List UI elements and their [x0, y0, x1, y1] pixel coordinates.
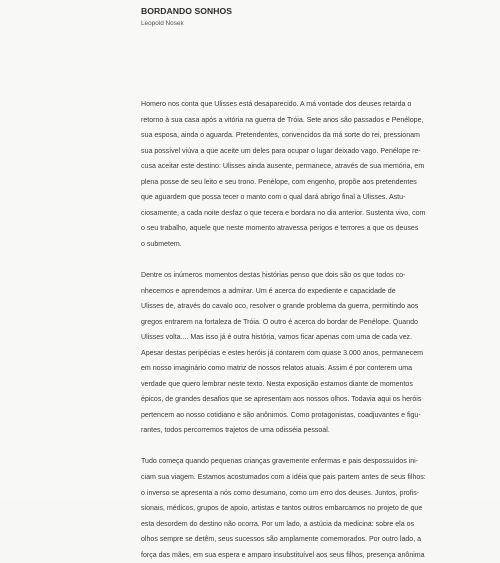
- text-line: gregos entrarem na fortaleza de Tróia. O outro é acerca do bordar de Penélope. Quando: [141, 318, 418, 326]
- text-line: Homero nos conta que Ulisses está desaparecido. A má vontade dos deuses retarda o: [141, 101, 412, 108]
- text-line: Ulisses volta.... Mas isso já é outra história, vamos ficar apenas com uma de cada vez.: [141, 334, 413, 342]
- text-line: retorno à sua casa após a vitória na guerra de Tróia. Sete anos são passados e Penélope,: [141, 116, 424, 124]
- text-line: que aguardem que possa tecer o manto com o qual dará abrigo final a Ulisses. Astu-: [141, 194, 406, 202]
- text-line: Apesar destas peripécias e estes heróis já contarem com quase 3.000 anos, permanecem: [141, 349, 424, 357]
- text-line: rantes, todos percorremos trajetos de uma odisséia pessoal.: [141, 427, 330, 435]
- paragraph-2: [141, 268, 480, 439]
- text-line: o submetem.: [141, 240, 182, 248]
- text-line: Ulisses de, através do cavalo oco, resolver o grande problema da guerra, permitindo aos: [141, 303, 419, 311]
- paragraph-spacer: [141, 439, 480, 455]
- paragraph-spacer: [141, 252, 480, 268]
- text-line: o seu trabalho, aquele que neste momento atravessa perigos e terrores a que os deuses: [141, 225, 419, 233]
- text-line: ciosamente, a cada noite desfaz o que tecera e bordara no dia anterior. Sustenta vivo, com: [141, 209, 426, 217]
- text-line: plena posse de seu leito e seu trono. Penélope, com engenho, propõe aos pretendentes: [141, 178, 417, 186]
- text-line: nhecemos e aprendemos a admirar. Um é acerca do expediente e capacidade de: [141, 287, 396, 295]
- paragraph-1: [141, 97, 480, 252]
- text-line: Dentre os inúmeros momentos destas histórias penso que dois são os que todos co-: [141, 271, 406, 279]
- text-line: sionais, médicos, grupos de apoio, artistas e tantos outros embarcamos no projeto de que: [141, 505, 423, 513]
- paragraph-3: [141, 454, 480, 563]
- text-line: sua possível viúva a que aceite um deles para ocupar o lugar deixado vago. Penélope re-: [141, 147, 421, 155]
- article-header: [141, 6, 461, 29]
- text-line: verdade que quero lembrar neste texto. Nesta exposição estamos diante de momentos: [141, 380, 413, 388]
- text-line: olhos sempre se detêm, seus sucessos são amplamente comemorados. Por outro lado, a: [141, 536, 422, 544]
- text-line: o inverso se apresenta a nós como desumano, como um erro dos deuses. Juntos, profis-: [141, 489, 420, 497]
- text-line: Tudo começa quando pequenas crianças gravemente enfermas e pais despossuídos ini-: [141, 458, 419, 466]
- text-line: força das mães, em sua espera e amparo insubstituível aos seus filhos, presença anônima: [141, 551, 425, 559]
- article-author: Leopold Nosek: [141, 20, 184, 27]
- text-line: ciam sua viagem. Estamos acostumados com a idéia que pais partem antes de seus filhos:: [141, 474, 426, 482]
- text-line: épicos, de grandes desafios que se apresentam aos nossos olhos. Todavia aqui os heróis: [141, 396, 422, 404]
- text-line: esta desordem do destino não ocorra. Por um lado, a astúcia da medicina: sobre ela os: [141, 520, 415, 528]
- article-title: BORDANDO SONHOS: [141, 6, 232, 16]
- article-body: [141, 97, 480, 563]
- text-line: cusa aceitar este destino: Ulisses ainda ausente, permanece, através de sua memória, em: [141, 163, 425, 171]
- text-line: pertencem ao nosso cotidiano e são anônimos. Como protagonistas, coadjuvantes e figu-: [141, 411, 421, 419]
- text-line: em nosso imaginário como matriz de nossos relatos atuais. Assim é por conterem uma: [141, 365, 413, 373]
- text-line: sua esposa, ainda o aguarda. Pretendentes, convencidos da má sorte do rei, pressionam: [141, 132, 420, 140]
